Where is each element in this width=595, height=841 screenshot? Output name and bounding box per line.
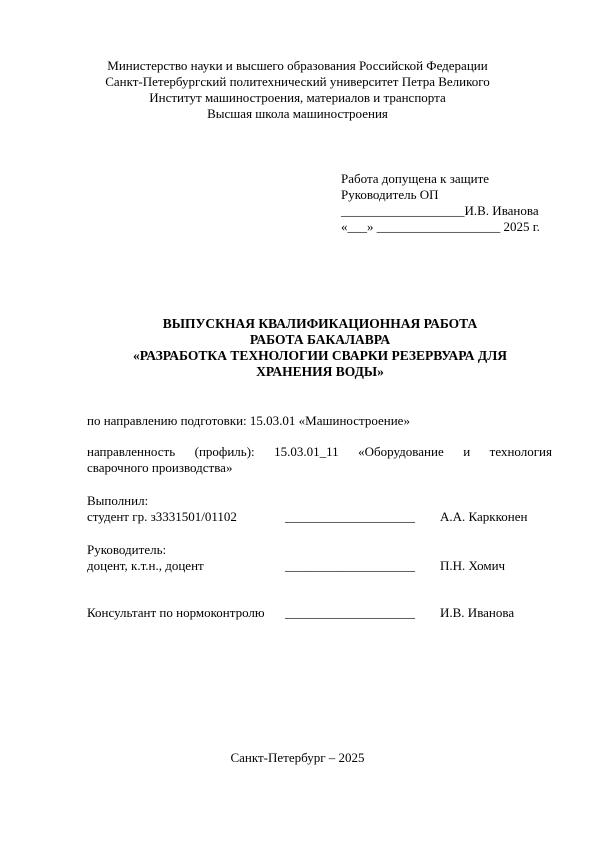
supervisor-signature-line: ____________________ — [285, 558, 415, 573]
approval-date: «___» ___________________ 2025 г. — [341, 219, 540, 234]
institute-line: Институт машиностроения, материалов и транспорта — [149, 90, 446, 105]
ministry-line: Министерство науки и высшего образования Российской Федерации — [107, 58, 488, 73]
supervisor-position: доцент, к.т.н., доцент — [87, 558, 204, 573]
study-direction: по направлению подготовки: 15.03.01 «Машиностроение» — [87, 413, 410, 428]
supervisor-label: Руководитель: — [87, 542, 167, 557]
thesis-topic-line1: «РАЗРАБОТКА ТЕХНОЛОГИИ СВАРКИ РЕЗЕРВУАРА ДЛЯ — [132, 348, 508, 363]
approval-head: Руководитель ОП — [341, 187, 439, 202]
consultant-signature-line: ____________________ — [285, 605, 415, 620]
consultant-name: И.В. Иванова — [440, 605, 515, 620]
approval-admitted: Работа допущена к защите — [341, 171, 490, 186]
school-line: Высшая школа машиностроения — [207, 106, 388, 121]
university-line: Санкт-Петербургский политехнический университет Петра Великого — [105, 74, 490, 89]
profile-line2: сварочного производства» — [87, 460, 233, 475]
supervisor-name: П.Н. Хомич — [440, 558, 506, 573]
author-group: студент гр. з3331501/01102 — [87, 509, 237, 524]
author-signature-line: ____________________ — [285, 509, 415, 524]
consultant-label: Консультант по нормоконтролю — [87, 605, 265, 620]
city-year: Санкт-Петербург – 2025 — [230, 750, 365, 765]
thesis-topic-line2: ХРАНЕНИЯ ВОДЫ» — [256, 364, 384, 379]
author-name: А.А. Каркконен — [440, 509, 528, 524]
work-type-title: ВЫПУСКНАЯ КВАЛИФИКАЦИОННАЯ РАБОТА — [162, 316, 478, 331]
degree-title: РАБОТА БАКАЛАВРА — [249, 332, 391, 347]
author-label: Выполнил: — [87, 493, 149, 508]
approval-signature: ___________________И.В. Иванова — [341, 203, 539, 218]
profile-line1: направленность (профиль): 15.03.01_11 «Оборудование и технология — [87, 444, 552, 459]
